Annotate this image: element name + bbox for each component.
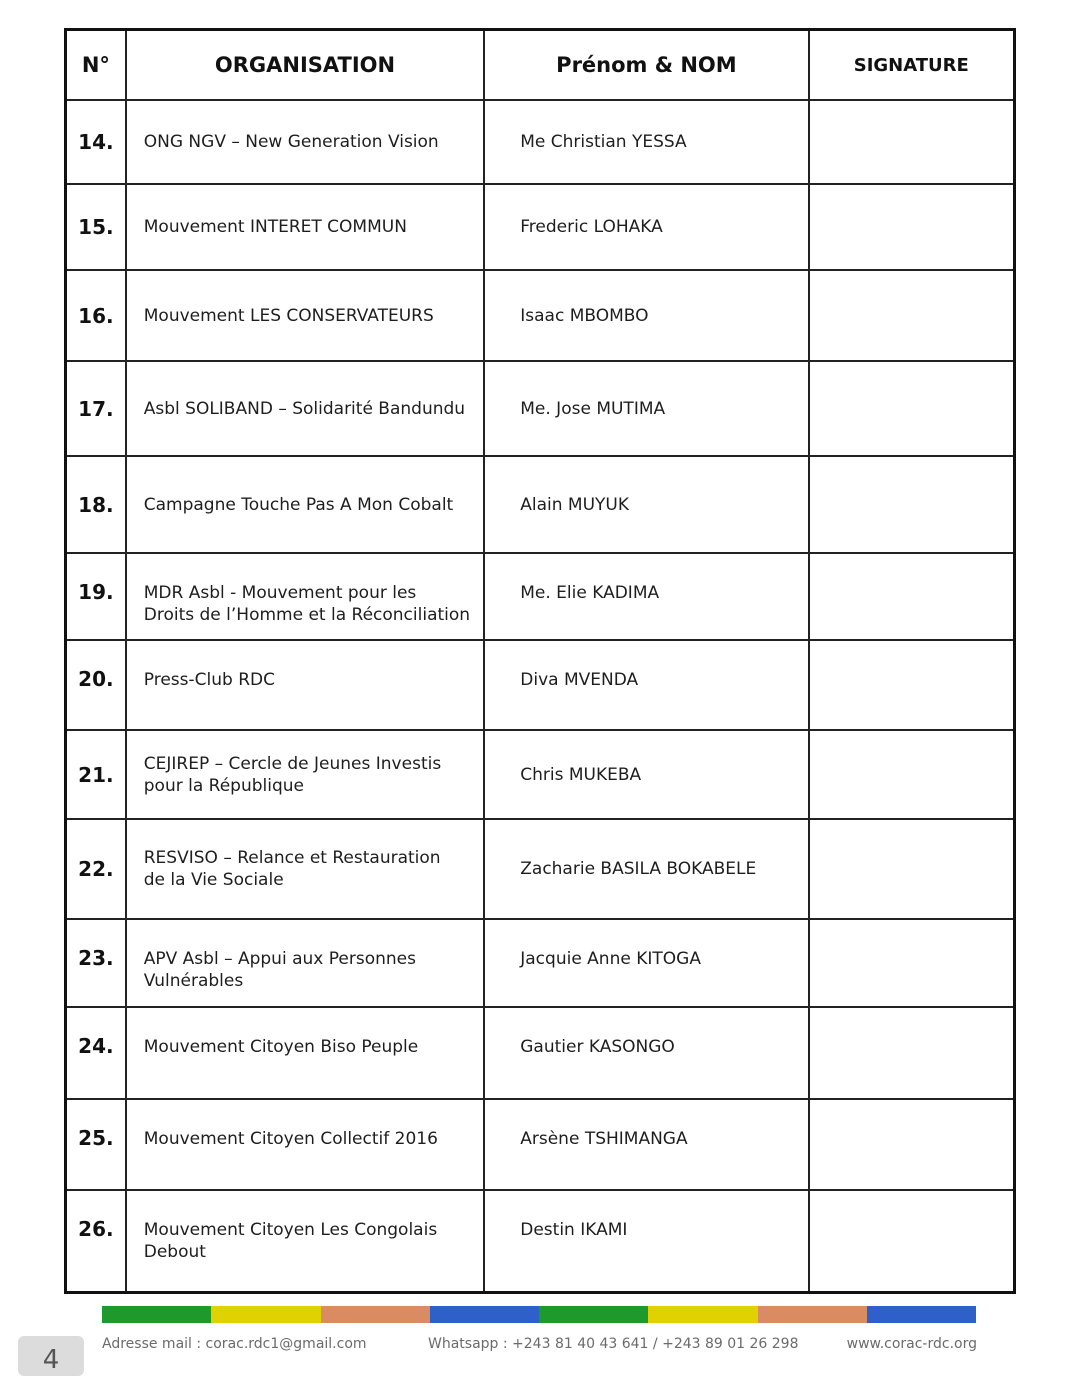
footer-email: Adresse mail : corac.rdc1@gmail.com bbox=[102, 1336, 367, 1352]
name-cell: Arsène TSHIMANGA bbox=[484, 1099, 808, 1190]
table-row bbox=[66, 730, 1015, 819]
organisation-cell bbox=[126, 1099, 485, 1190]
organisation-line: de la Vie Sociale bbox=[143, 870, 284, 890]
organisation-line: CEJIREP – Cercle de Jeunes Investis bbox=[143, 753, 442, 774]
organisation-cell bbox=[126, 553, 485, 640]
name-cell: Me. Elie KADIMA bbox=[484, 553, 808, 640]
signature-cell[interactable] bbox=[809, 100, 1015, 184]
organisation-line: pour la République bbox=[143, 775, 304, 796]
name-cell: Frederic LOHAKA bbox=[484, 184, 808, 270]
header-signature: SIGNATURE bbox=[809, 30, 1015, 101]
organisation-line: Droits de l’Homme et la Réconciliation bbox=[143, 605, 471, 625]
footer-whatsapp: Whatsapp : +243 81 40 43 641 / +243 89 01 26 298 bbox=[428, 1336, 799, 1352]
organisation-cell bbox=[126, 919, 485, 1007]
footer-website[interactable]: www.corac-rdc.org bbox=[846, 1336, 977, 1352]
organisation-cell bbox=[126, 100, 485, 184]
organisation-line: Campagne Touche Pas A Mon Cobalt bbox=[143, 494, 454, 515]
name-cell: Me Christian YESSA bbox=[484, 100, 808, 184]
row-number: 17. bbox=[66, 361, 126, 456]
row-number: 18. bbox=[66, 456, 126, 553]
name-cell: Me. Jose MUTIMA bbox=[484, 361, 808, 456]
organisation-cell bbox=[126, 1007, 485, 1099]
organisation-cell bbox=[126, 1190, 485, 1292]
row-number: 23. bbox=[66, 919, 126, 1007]
row-number: 22. bbox=[66, 819, 126, 919]
organisation-line: Asbl SOLIBAND – Solidarité Bandundu bbox=[143, 398, 466, 419]
signature-cell[interactable] bbox=[809, 1007, 1015, 1099]
organisation-cell bbox=[126, 456, 485, 553]
organisation-line: Mouvement LES CONSERVATEURS bbox=[143, 305, 434, 326]
organisation-cell bbox=[126, 270, 485, 361]
organisation-line: RESVISO – Relance et Restauration bbox=[143, 848, 441, 868]
table-row bbox=[66, 270, 1015, 361]
color-bar-segment bbox=[648, 1306, 757, 1323]
color-bar-segment bbox=[430, 1306, 539, 1323]
row-number: 21. bbox=[66, 730, 126, 819]
name-cell: Isaac MBOMBO bbox=[484, 270, 808, 361]
row-number: 14. bbox=[66, 100, 126, 184]
signature-cell[interactable] bbox=[809, 819, 1015, 919]
organisation-line: APV Asbl – Appui aux Personnes bbox=[143, 949, 416, 969]
organisation-line: Mouvement Citoyen Les Congolais bbox=[143, 1220, 438, 1240]
header-name: Prénom & NOM bbox=[484, 30, 808, 101]
color-bar-segment bbox=[758, 1306, 867, 1323]
signature-cell[interactable] bbox=[809, 1190, 1015, 1292]
organisation-cell bbox=[126, 640, 485, 730]
name-cell: Diva MVENDA bbox=[484, 640, 808, 730]
color-bar-segment bbox=[321, 1306, 430, 1323]
signature-cell[interactable] bbox=[809, 184, 1015, 270]
name-cell: Jacquie Anne KITOGA bbox=[484, 919, 808, 1007]
name-cell: Destin IKAMI bbox=[484, 1190, 808, 1292]
row-number: 24. bbox=[66, 1007, 126, 1099]
organisation-cell bbox=[126, 184, 485, 270]
organisation-line: ONG NGV – New Generation Vision bbox=[143, 132, 439, 152]
page-number: 4 bbox=[18, 1336, 84, 1376]
table-row bbox=[66, 640, 1015, 730]
name-cell: Gautier KASONGO bbox=[484, 1007, 808, 1099]
table-row bbox=[66, 1099, 1015, 1190]
table-row bbox=[66, 361, 1015, 456]
signature-sheet-table bbox=[64, 28, 1016, 1294]
name-cell: Alain MUYUK bbox=[484, 456, 808, 553]
row-number: 26. bbox=[66, 1190, 126, 1292]
table-row bbox=[66, 1007, 1015, 1099]
table-row bbox=[66, 819, 1015, 919]
table-header-row bbox=[66, 30, 1015, 101]
name-cell: Zacharie BASILA BOKABELE bbox=[484, 819, 808, 919]
header-num: N° bbox=[66, 30, 126, 101]
color-bar-segment bbox=[102, 1306, 211, 1323]
table-row bbox=[66, 553, 1015, 640]
signature-cell[interactable] bbox=[809, 640, 1015, 730]
row-number: 25. bbox=[66, 1099, 126, 1190]
organisation-line: MDR Asbl - Mouvement pour les bbox=[143, 583, 417, 603]
organisation-line: Mouvement Citoyen Biso Peuple bbox=[143, 1037, 419, 1057]
organisation-line: Mouvement Citoyen Collectif 2016 bbox=[143, 1129, 438, 1149]
signature-cell[interactable] bbox=[809, 361, 1015, 456]
name-cell: Chris MUKEBA bbox=[484, 730, 808, 819]
signature-cell[interactable] bbox=[809, 1099, 1015, 1190]
header-organisation: ORGANISATION bbox=[126, 30, 485, 101]
table-row bbox=[66, 1190, 1015, 1292]
signature-cell[interactable] bbox=[809, 553, 1015, 640]
footer-color-bar bbox=[102, 1306, 976, 1323]
organisation-line: Debout bbox=[143, 1242, 206, 1262]
table-row bbox=[66, 100, 1015, 184]
color-bar-segment bbox=[211, 1306, 320, 1323]
row-number: 19. bbox=[66, 553, 126, 640]
page-footer bbox=[0, 1336, 1080, 1358]
table-body bbox=[66, 100, 1015, 1292]
organisation-cell bbox=[126, 361, 485, 456]
row-number: 15. bbox=[66, 184, 126, 270]
signature-cell[interactable] bbox=[809, 730, 1015, 819]
organisation-line: Press-Club RDC bbox=[143, 670, 275, 690]
organisation-line: Vulnérables bbox=[143, 971, 244, 991]
table-row bbox=[66, 456, 1015, 553]
signature-cell[interactable] bbox=[809, 270, 1015, 361]
organisation-line: Mouvement INTERET COMMUN bbox=[143, 217, 407, 237]
table-row bbox=[66, 919, 1015, 1007]
row-number: 20. bbox=[66, 640, 126, 730]
color-bar-segment bbox=[539, 1306, 648, 1323]
color-bar-segment bbox=[867, 1306, 976, 1323]
signature-cell[interactable] bbox=[809, 919, 1015, 1007]
organisation-cell bbox=[126, 819, 485, 919]
table-row bbox=[66, 184, 1015, 270]
signature-cell[interactable] bbox=[809, 456, 1015, 553]
row-number: 16. bbox=[66, 270, 126, 361]
organisation-cell bbox=[126, 730, 485, 819]
